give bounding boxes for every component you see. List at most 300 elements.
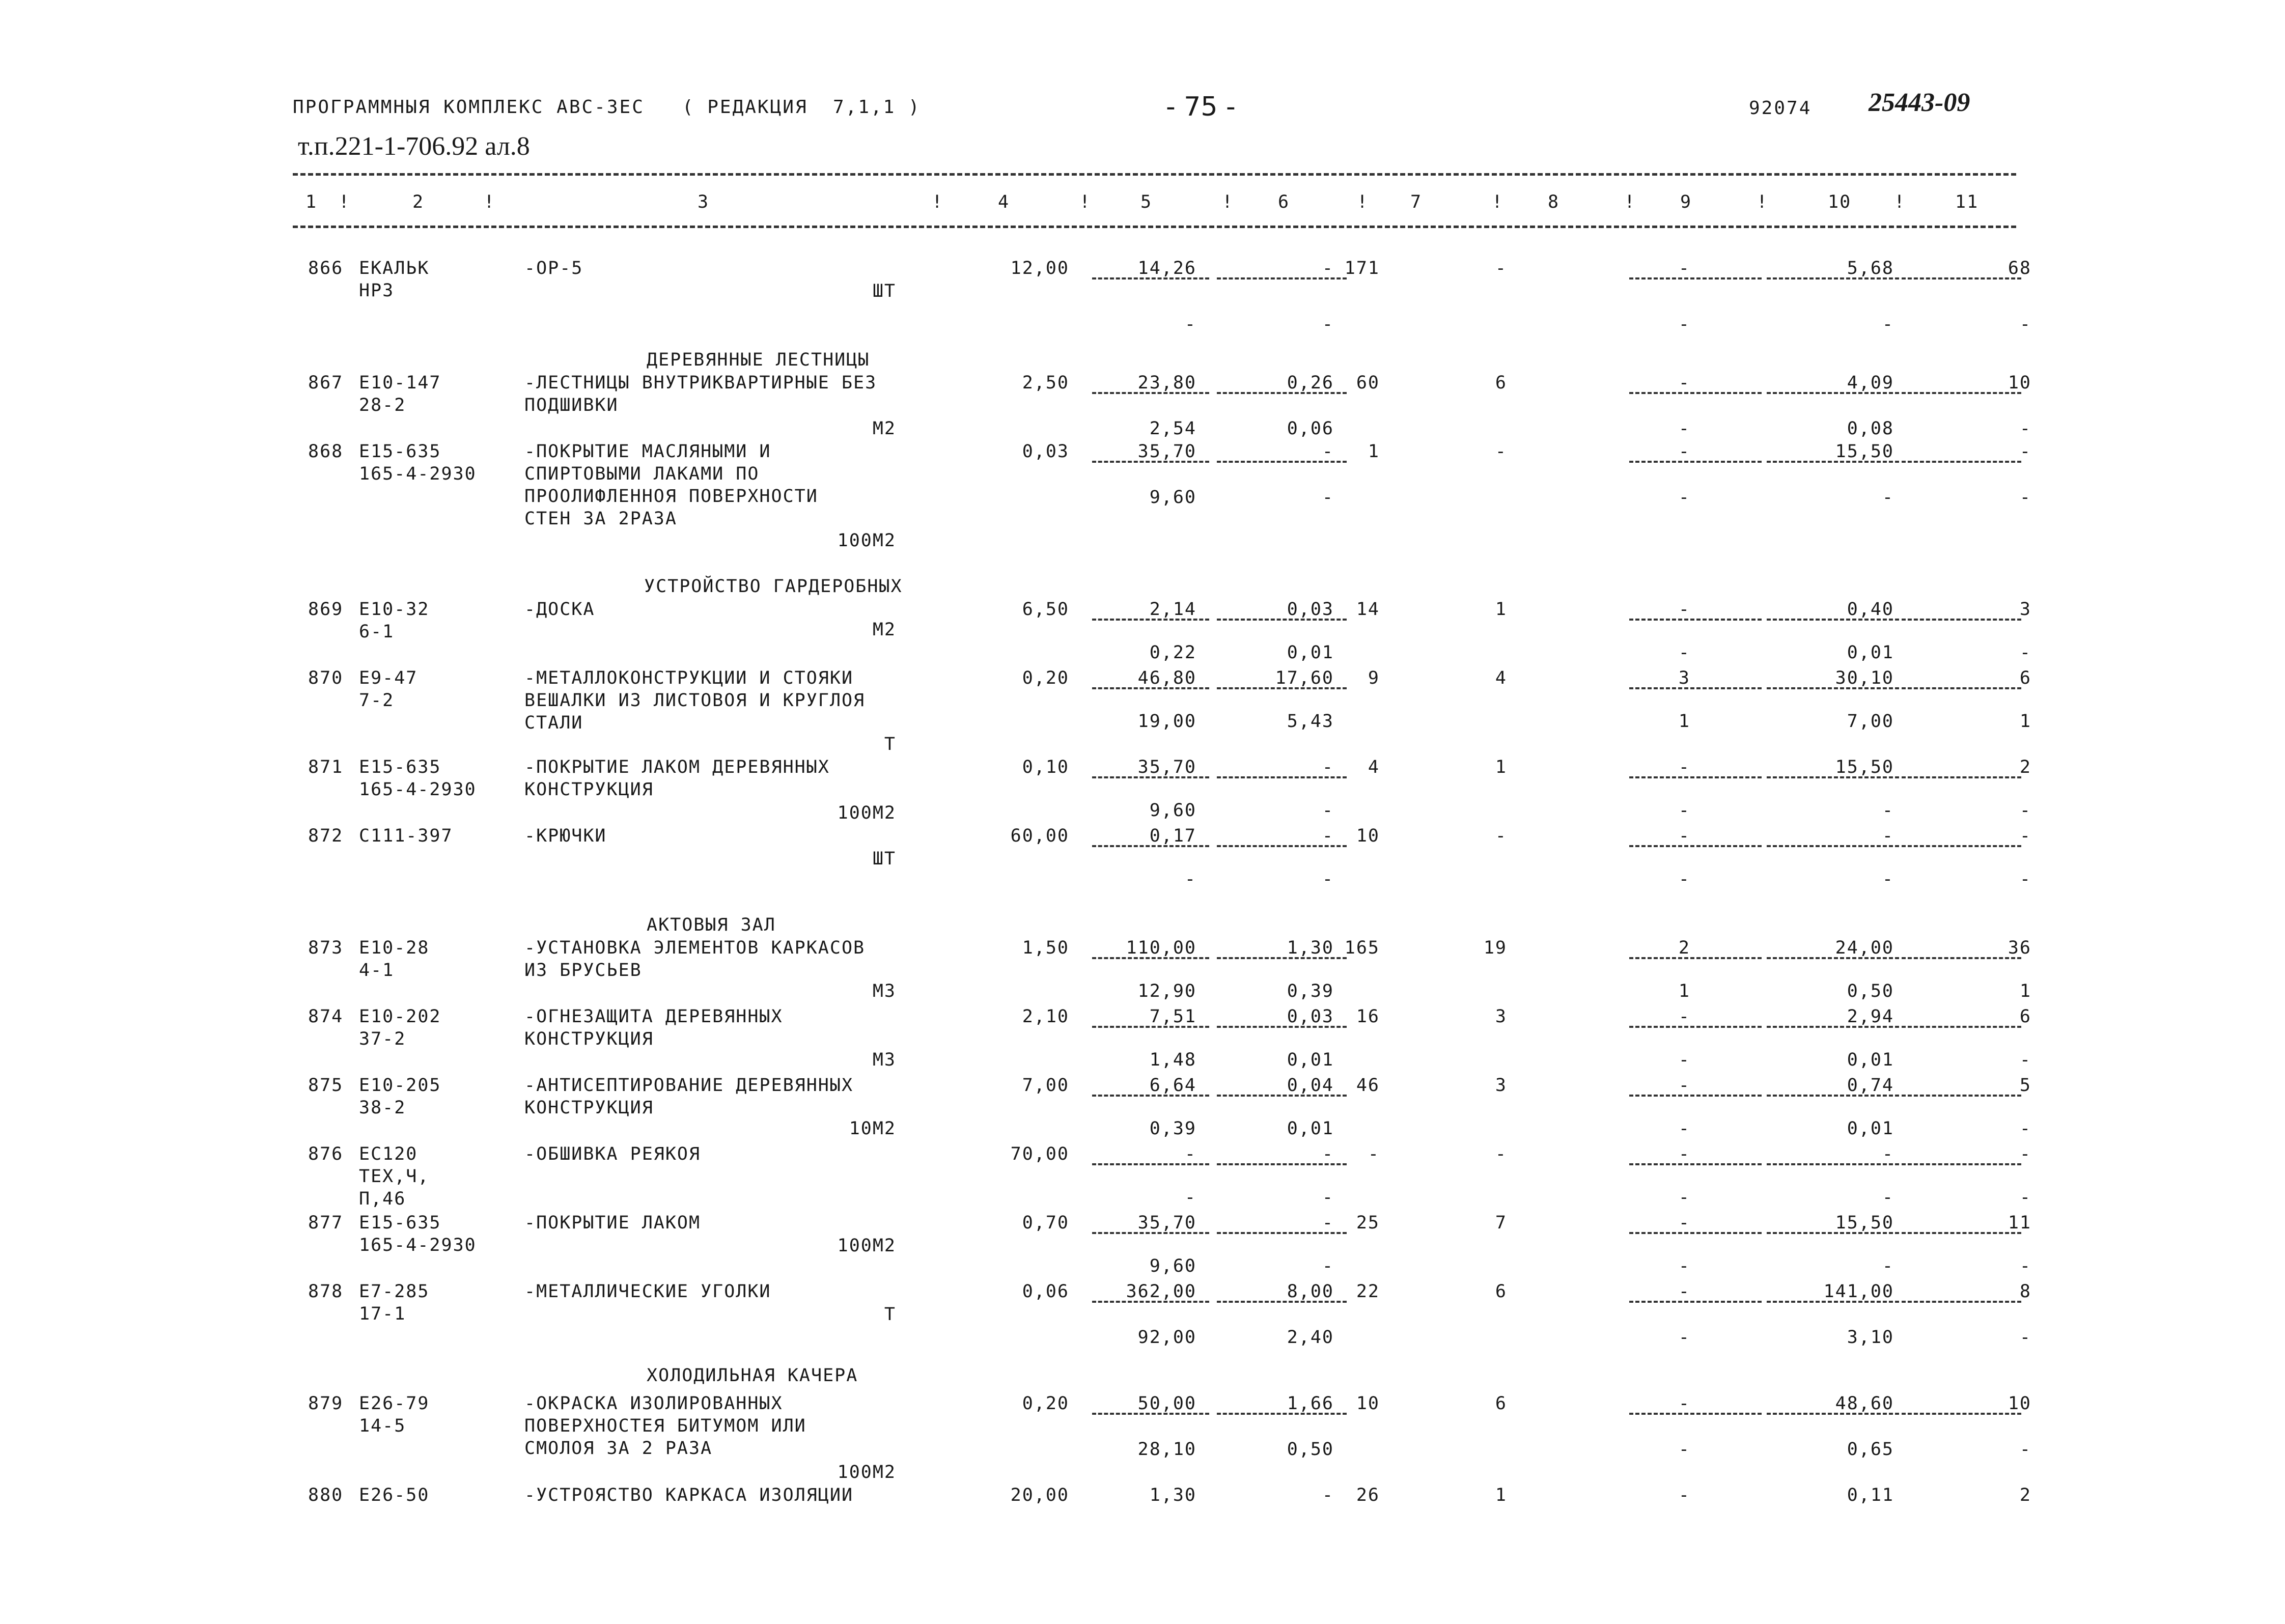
- section-heading: ХОЛОДИЛЬНАЯ КАЧЕРА: [647, 1365, 858, 1386]
- labor-secondary: -: [1882, 869, 1894, 889]
- col9-secondary: -: [1678, 418, 1690, 439]
- page-number: - 75 -: [1166, 92, 1236, 122]
- work-description: -ОБШИВКА РЕЯКОЯ: [524, 1144, 701, 1164]
- resource-code: Е15-635: [359, 757, 441, 777]
- document-title: т.п.221-1-706.92 ал.8: [298, 132, 530, 161]
- work-description: -ПОКРЫТИЕ ЛАКОМ: [524, 1213, 701, 1233]
- col9-value: -: [1678, 1144, 1690, 1164]
- total-cost-value: 46: [1356, 1075, 1380, 1096]
- sub-rule: [1767, 776, 1899, 778]
- sub-rule: [1767, 277, 1899, 279]
- unit-cost-secondary: -: [1184, 314, 1196, 334]
- sub-rule: [1217, 776, 1347, 778]
- labor-total-value: 10: [2008, 1393, 2031, 1414]
- quantity-value: 0,20: [1022, 1393, 1069, 1414]
- machine-cost-value: 17,60: [1275, 668, 1334, 688]
- labor-total-value: 6: [2019, 668, 2031, 688]
- labor-total-secondary: -: [2019, 1256, 2031, 1276]
- wages-value: 6: [1495, 1393, 1507, 1414]
- machine-cost-value: 8,00: [1287, 1281, 1334, 1302]
- table-header-rule: [293, 226, 2016, 228]
- row-number: 871: [308, 757, 344, 777]
- resource-code-secondary: 38-2: [359, 1098, 406, 1118]
- labor-secondary: 3,10: [1847, 1327, 1894, 1348]
- work-description: СТЕН ЗА 2РАЗА: [524, 509, 677, 529]
- labor-secondary: -: [1882, 314, 1894, 334]
- work-description: -УСТАНОВКА ЭЛЕМЕНТОВ КАРКАСОВ: [524, 938, 866, 958]
- work-description: ИЗ БРУСЬЕВ: [524, 960, 642, 981]
- wages-value: 6: [1495, 1281, 1507, 1302]
- column-separator: !: [1079, 192, 1092, 212]
- total-cost-value: 14: [1356, 599, 1380, 620]
- sub-rule: [1629, 776, 1762, 778]
- unit-cost-secondary: -: [1184, 1187, 1196, 1208]
- section-heading: АКТОВЫЯ ЗАЛ: [647, 915, 776, 935]
- labor-value: -: [1882, 1144, 1894, 1164]
- column-separator: !: [1357, 192, 1369, 212]
- col9-secondary: -: [1678, 1327, 1690, 1348]
- labor-total-value: 10: [2008, 373, 2031, 393]
- resource-code: Е15-635: [359, 441, 441, 462]
- labor-secondary: -: [1882, 487, 1894, 508]
- sub-rule: [1902, 845, 2021, 847]
- sub-rule: [1092, 1095, 1209, 1097]
- sub-rule: [1092, 845, 1209, 847]
- resource-code-secondary: 28-2: [359, 395, 406, 415]
- sub-rule: [1217, 1232, 1347, 1234]
- work-description: ВЕШАЛКИ ИЗ ЛИСТОВОЯ И КРУГЛОЯ: [524, 690, 866, 711]
- sub-rule: [1629, 461, 1762, 463]
- sub-rule: [1092, 392, 1209, 394]
- row-number: 872: [308, 826, 344, 846]
- labor-total-value: 2: [2019, 1485, 2031, 1505]
- sub-rule: [1217, 845, 1347, 847]
- resource-code: Е10-202: [359, 1006, 441, 1027]
- sub-rule: [1217, 277, 1347, 279]
- labor-secondary: 0,01: [1847, 1050, 1894, 1070]
- column-header-9: 9: [1680, 192, 1692, 212]
- labor-total-secondary: -: [2019, 314, 2031, 334]
- work-description: СПИРТОВЫМИ ЛАКАМИ ПО: [524, 464, 760, 484]
- labor-value: 5,68: [1847, 258, 1894, 278]
- labor-secondary: -: [1882, 800, 1894, 821]
- unit-cost-value: 46,80: [1137, 668, 1196, 688]
- unit-cost-secondary: 19,00: [1137, 711, 1196, 732]
- column-separator: !: [1894, 192, 1906, 212]
- sub-rule: [1092, 687, 1209, 689]
- wages-value: 1: [1495, 599, 1507, 620]
- unit-of-measure: 10М2: [849, 1118, 896, 1139]
- unit-cost-secondary: 28,10: [1137, 1439, 1196, 1460]
- sub-rule: [1217, 957, 1347, 959]
- work-description: -МЕТАЛЛОКОНСТРУКЦИИ И СТОЯКИ: [524, 668, 854, 688]
- sub-rule: [1217, 1026, 1347, 1028]
- unit-cost-secondary: 0,22: [1149, 642, 1196, 663]
- labor-secondary: 0,65: [1847, 1439, 1894, 1460]
- resource-code-secondary: 165-4-2930: [359, 464, 477, 484]
- labor-total-value: 5: [2019, 1075, 2031, 1096]
- sub-rule: [1217, 392, 1347, 394]
- row-number: 873: [308, 938, 344, 958]
- wages-value: -: [1495, 258, 1507, 278]
- sub-rule: [1092, 461, 1209, 463]
- total-cost-value: 10: [1356, 826, 1380, 846]
- resource-code: Е10-28: [359, 938, 430, 958]
- unit-cost-value: 110,00: [1126, 938, 1196, 958]
- unit-cost-secondary: 0,39: [1149, 1118, 1196, 1139]
- col9-secondary: -: [1678, 642, 1690, 663]
- work-description: СМОЛОЯ ЗА 2 РАЗА: [524, 1438, 713, 1459]
- resource-code: Е9-47: [359, 668, 418, 688]
- sub-rule: [1767, 1301, 1899, 1303]
- sub-rule: [1902, 776, 2021, 778]
- labor-total-value: 3: [2019, 599, 2031, 620]
- unit-cost-value: 362,00: [1126, 1281, 1196, 1302]
- quantity-value: 1,50: [1022, 938, 1069, 958]
- machine-cost-secondary: 0,06: [1287, 418, 1334, 439]
- column-header-11: 11: [1955, 192, 1979, 212]
- machine-cost-secondary: -: [1322, 800, 1334, 821]
- resource-code-secondary: 6-1: [359, 622, 395, 642]
- machine-cost-value: 1,66: [1287, 1393, 1334, 1414]
- total-cost-value: 1: [1368, 441, 1380, 462]
- resource-code-secondary: 14-5: [359, 1416, 406, 1436]
- col9-secondary: -: [1678, 487, 1690, 508]
- machine-cost-value: -: [1322, 441, 1334, 462]
- quantity-value: 0,03: [1022, 441, 1069, 462]
- work-description: -МЕТАЛЛИЧЕСКИЕ УГОЛКИ: [524, 1281, 771, 1302]
- unit-cost-value: 2,14: [1149, 599, 1196, 620]
- unit-cost-value: 35,70: [1137, 441, 1196, 462]
- sub-rule: [1902, 1413, 2021, 1415]
- labor-total-value: 11: [2008, 1213, 2031, 1233]
- total-cost-value: 26: [1356, 1485, 1380, 1505]
- column-header-5: 5: [1140, 192, 1153, 212]
- machine-cost-secondary: 0,01: [1287, 642, 1334, 663]
- labor-total-secondary: -: [2019, 1118, 2031, 1139]
- machine-cost-value: 0,03: [1287, 1006, 1334, 1027]
- wages-value: 3: [1495, 1006, 1507, 1027]
- total-cost-value: 171: [1344, 258, 1380, 278]
- unit-cost-value: 23,80: [1137, 373, 1196, 393]
- row-number: 876: [308, 1144, 344, 1164]
- resource-code-tertiary: П,46: [359, 1189, 406, 1209]
- column-header-10: 10: [1828, 192, 1852, 212]
- total-cost-value: 25: [1356, 1213, 1380, 1233]
- unit-of-measure: М3: [872, 1050, 896, 1070]
- unit-of-measure: М2: [872, 620, 896, 640]
- labor-value: 30,10: [1835, 668, 1894, 688]
- wages-value: 4: [1495, 668, 1507, 688]
- document-code: 92074: [1749, 98, 1812, 119]
- labor-total-value: 68: [2008, 258, 2031, 278]
- sub-rule: [1629, 392, 1762, 394]
- machine-cost-value: -: [1322, 1144, 1334, 1164]
- resource-code: ЕС120: [359, 1144, 418, 1164]
- unit-of-measure: Т: [884, 734, 896, 754]
- labor-total-secondary: -: [2019, 1327, 2031, 1348]
- machine-cost-value: -: [1322, 757, 1334, 777]
- sub-rule: [1902, 1026, 2021, 1028]
- quantity-value: 70,00: [1010, 1144, 1069, 1164]
- unit-of-measure: Т: [884, 1304, 896, 1325]
- labor-total-secondary: -: [2019, 1187, 2031, 1208]
- wages-value: 1: [1495, 1485, 1507, 1505]
- sub-rule: [1902, 957, 2021, 959]
- sub-rule: [1767, 1095, 1899, 1097]
- work-description: -ПОКРЫТИЕ ЛАКОМ ДЕРЕВЯННЫХ: [524, 757, 830, 777]
- col9-value: -: [1678, 1213, 1690, 1233]
- column-header-6: 6: [1278, 192, 1290, 212]
- unit-cost-secondary: 9,60: [1149, 1256, 1196, 1276]
- total-cost-value: 16: [1356, 1006, 1380, 1027]
- sub-rule: [1217, 619, 1347, 621]
- col9-value: -: [1678, 441, 1690, 462]
- resource-code: Е26-79: [359, 1393, 430, 1414]
- col9-value: 3: [1678, 668, 1690, 688]
- machine-cost-secondary: 0,39: [1287, 981, 1334, 1001]
- col9-value: -: [1678, 1075, 1690, 1096]
- machine-cost-secondary: 0,50: [1287, 1439, 1334, 1460]
- labor-secondary: 0,50: [1847, 981, 1894, 1001]
- row-number: 877: [308, 1213, 344, 1233]
- work-description: -ДОСКА: [524, 599, 595, 620]
- resource-code-secondary: НР3: [359, 281, 395, 301]
- unit-cost-secondary: 12,90: [1137, 981, 1196, 1001]
- col9-value: -: [1678, 1485, 1690, 1505]
- column-header-2: 2: [412, 192, 425, 212]
- sub-rule: [1629, 1026, 1762, 1028]
- sub-rule: [1092, 1163, 1209, 1165]
- labor-value: 4,09: [1847, 373, 1894, 393]
- labor-total-value: -: [2019, 441, 2031, 462]
- wages-value: 3: [1495, 1075, 1507, 1096]
- col9-secondary: -: [1678, 1050, 1690, 1070]
- machine-cost-secondary: 0,01: [1287, 1118, 1334, 1139]
- resource-code-secondary: 165-4-2930: [359, 1235, 477, 1255]
- table-top-rule: [293, 173, 2016, 176]
- unit-of-measure: 100М2: [837, 1462, 896, 1482]
- labor-total-value: 2: [2019, 757, 2031, 777]
- labor-secondary: 7,00: [1847, 711, 1894, 732]
- labor-total-value: -: [2019, 1144, 2031, 1164]
- quantity-value: 20,00: [1010, 1485, 1069, 1505]
- resource-code-secondary: 17-1: [359, 1304, 406, 1324]
- sub-rule: [1629, 277, 1762, 279]
- unit-of-measure: ШТ: [872, 281, 896, 301]
- machine-cost-secondary: 0,01: [1287, 1050, 1334, 1070]
- col9-value: 2: [1678, 938, 1690, 958]
- quantity-value: 0,10: [1022, 757, 1069, 777]
- total-cost-value: -: [1368, 1144, 1380, 1164]
- resource-code: Е26-50: [359, 1485, 430, 1505]
- machine-cost-value: -: [1322, 1485, 1334, 1505]
- labor-total-secondary: -: [2019, 1439, 2031, 1460]
- work-description: ПОВЕРХНОСТЕЯ БИТУМОМ ИЛИ: [524, 1416, 806, 1436]
- col9-secondary: -: [1678, 1118, 1690, 1139]
- labor-secondary: 0,01: [1847, 1118, 1894, 1139]
- row-number: 868: [308, 441, 344, 462]
- unit-cost-value: 0,17: [1149, 826, 1196, 846]
- column-separator: !: [1624, 192, 1636, 212]
- sub-rule: [1217, 1301, 1347, 1303]
- column-header-4: 4: [998, 192, 1010, 212]
- total-cost-value: 10: [1356, 1393, 1380, 1414]
- resource-code: Е7-285: [359, 1281, 430, 1302]
- section-heading: УСТРОЙСТВО ГАРДЕРОБНЫХ: [644, 576, 903, 597]
- wages-value: 6: [1495, 373, 1507, 393]
- wages-value: 1: [1495, 757, 1507, 777]
- machine-cost-value: 0,26: [1287, 373, 1334, 393]
- unit-cost-secondary: 2,54: [1149, 418, 1196, 439]
- quantity-value: 0,20: [1022, 668, 1069, 688]
- sub-rule: [1767, 1232, 1899, 1234]
- sub-rule: [1092, 776, 1209, 778]
- unit-cost-secondary: 9,60: [1149, 800, 1196, 821]
- section-heading: ДЕРЕВЯННЫЕ ЛЕСТНИЦЫ: [647, 350, 870, 370]
- work-description: -ЛЕСТНИЦЫ ВНУТРИКВАРТИРНЫЕ БЕЗ: [524, 373, 877, 393]
- sub-rule: [1217, 1163, 1347, 1165]
- machine-cost-value: -: [1322, 258, 1334, 278]
- col9-secondary: -: [1678, 1439, 1690, 1460]
- labor-total-value: 36: [2008, 938, 2031, 958]
- column-header-1: 1: [305, 192, 318, 212]
- column-separator: !: [339, 192, 351, 212]
- work-description: СТАЛИ: [524, 713, 583, 733]
- unit-cost-secondary: -: [1184, 869, 1196, 889]
- labor-value: -: [1882, 826, 1894, 846]
- sub-rule: [1767, 1413, 1899, 1415]
- sub-rule: [1902, 1232, 2021, 1234]
- work-description: КОНСТРУКЦИЯ: [524, 1098, 654, 1118]
- quantity-value: 6,50: [1022, 599, 1069, 620]
- col9-value: -: [1678, 826, 1690, 846]
- row-number: 878: [308, 1281, 344, 1302]
- labor-total-secondary: -: [2019, 487, 2031, 508]
- sub-rule: [1629, 1095, 1762, 1097]
- sub-rule: [1092, 277, 1209, 279]
- column-separator: !: [484, 192, 496, 212]
- total-cost-value: 4: [1368, 757, 1380, 777]
- labor-value: 15,50: [1835, 757, 1894, 777]
- machine-cost-secondary: -: [1322, 487, 1334, 508]
- labor-value: 0,11: [1847, 1485, 1894, 1505]
- labor-total-secondary: -: [2019, 1050, 2031, 1070]
- unit-cost-value: 50,00: [1137, 1393, 1196, 1414]
- quantity-value: 60,00: [1010, 826, 1069, 846]
- sub-rule: [1767, 392, 1899, 394]
- quantity-value: 0,70: [1022, 1213, 1069, 1233]
- row-number: 874: [308, 1006, 344, 1027]
- sub-rule: [1767, 845, 1899, 847]
- machine-cost-value: 0,04: [1287, 1075, 1334, 1096]
- col9-value: -: [1678, 1281, 1690, 1302]
- quantity-value: 2,50: [1022, 373, 1069, 393]
- col9-value: -: [1678, 373, 1690, 393]
- col9-secondary: -: [1678, 1256, 1690, 1276]
- resource-code-secondary: 4-1: [359, 960, 395, 981]
- row-number: 880: [308, 1485, 344, 1505]
- wages-value: -: [1495, 1144, 1507, 1164]
- column-separator: !: [1492, 192, 1504, 212]
- labor-total-secondary: -: [2019, 800, 2031, 821]
- column-header-3: 3: [698, 192, 710, 212]
- col9-value: -: [1678, 258, 1690, 278]
- labor-total-value: 8: [2019, 1281, 2031, 1302]
- col9-value: -: [1678, 1006, 1690, 1027]
- column-separator: !: [1222, 192, 1234, 212]
- labor-value: 24,00: [1835, 938, 1894, 958]
- sub-rule: [1217, 687, 1347, 689]
- sub-rule: [1767, 687, 1899, 689]
- labor-value: 15,50: [1835, 1213, 1894, 1233]
- machine-cost-value: 0,03: [1287, 599, 1334, 620]
- labor-value: 15,50: [1835, 441, 1894, 462]
- wages-value: 7: [1495, 1213, 1507, 1233]
- sub-rule: [1629, 1301, 1762, 1303]
- sub-rule: [1902, 687, 2021, 689]
- machine-cost-secondary: -: [1322, 869, 1334, 889]
- labor-value: 48,60: [1835, 1393, 1894, 1414]
- labor-total-secondary: 1: [2019, 711, 2031, 732]
- col9-value: -: [1678, 599, 1690, 620]
- labor-secondary: 0,08: [1847, 418, 1894, 439]
- work-description: КОНСТРУКЦИЯ: [524, 779, 654, 800]
- unit-of-measure: 100М2: [837, 803, 896, 823]
- work-description: -ОКРАСКА ИЗОЛИРОВАННЫХ: [524, 1393, 783, 1414]
- sub-rule: [1629, 687, 1762, 689]
- labor-total-secondary: -: [2019, 418, 2031, 439]
- sub-rule: [1092, 957, 1209, 959]
- labor-secondary: -: [1882, 1256, 1894, 1276]
- sub-rule: [1902, 1301, 2021, 1303]
- col9-secondary: -: [1678, 1187, 1690, 1208]
- sub-rule: [1629, 1413, 1762, 1415]
- quantity-value: 0,06: [1022, 1281, 1069, 1302]
- total-cost-value: 9: [1368, 668, 1380, 688]
- sub-rule: [1629, 845, 1762, 847]
- resource-code: Е10-147: [359, 373, 441, 393]
- machine-cost-secondary: -: [1322, 314, 1334, 334]
- total-cost-value: 22: [1356, 1281, 1380, 1302]
- labor-total-secondary: -: [2019, 642, 2031, 663]
- sub-rule: [1092, 1301, 1209, 1303]
- row-number: 879: [308, 1393, 344, 1414]
- row-number: 867: [308, 373, 344, 393]
- sub-rule: [1902, 1163, 2021, 1165]
- machine-cost-value: -: [1322, 1213, 1334, 1233]
- unit-cost-value: 14,26: [1137, 258, 1196, 278]
- resource-code-secondary: ТЕХ,Ч,: [359, 1166, 430, 1187]
- unit-of-measure: М3: [872, 981, 896, 1001]
- labor-total-value: 6: [2019, 1006, 2031, 1027]
- sub-rule: [1629, 957, 1762, 959]
- work-description: -ОГНЕЗАЩИТА ДЕРЕВЯННЫХ: [524, 1006, 783, 1027]
- sub-rule: [1092, 1232, 1209, 1234]
- row-number: 869: [308, 599, 344, 620]
- unit-cost-value: 7,51: [1149, 1006, 1196, 1027]
- sub-rule: [1217, 461, 1347, 463]
- wages-value: -: [1495, 441, 1507, 462]
- machine-cost-secondary: 2,40: [1287, 1327, 1334, 1348]
- wages-value: 19: [1483, 938, 1507, 958]
- unit-of-measure: 100М2: [837, 530, 896, 551]
- work-description: -УСТРОЯСТВО КАРКАСА ИЗОЛЯЦИИ: [524, 1485, 854, 1505]
- unit-cost-secondary: 92,00: [1137, 1327, 1196, 1348]
- sub-rule: [1767, 1163, 1899, 1165]
- total-cost-value: 165: [1344, 938, 1380, 958]
- sub-rule: [1092, 1413, 1209, 1415]
